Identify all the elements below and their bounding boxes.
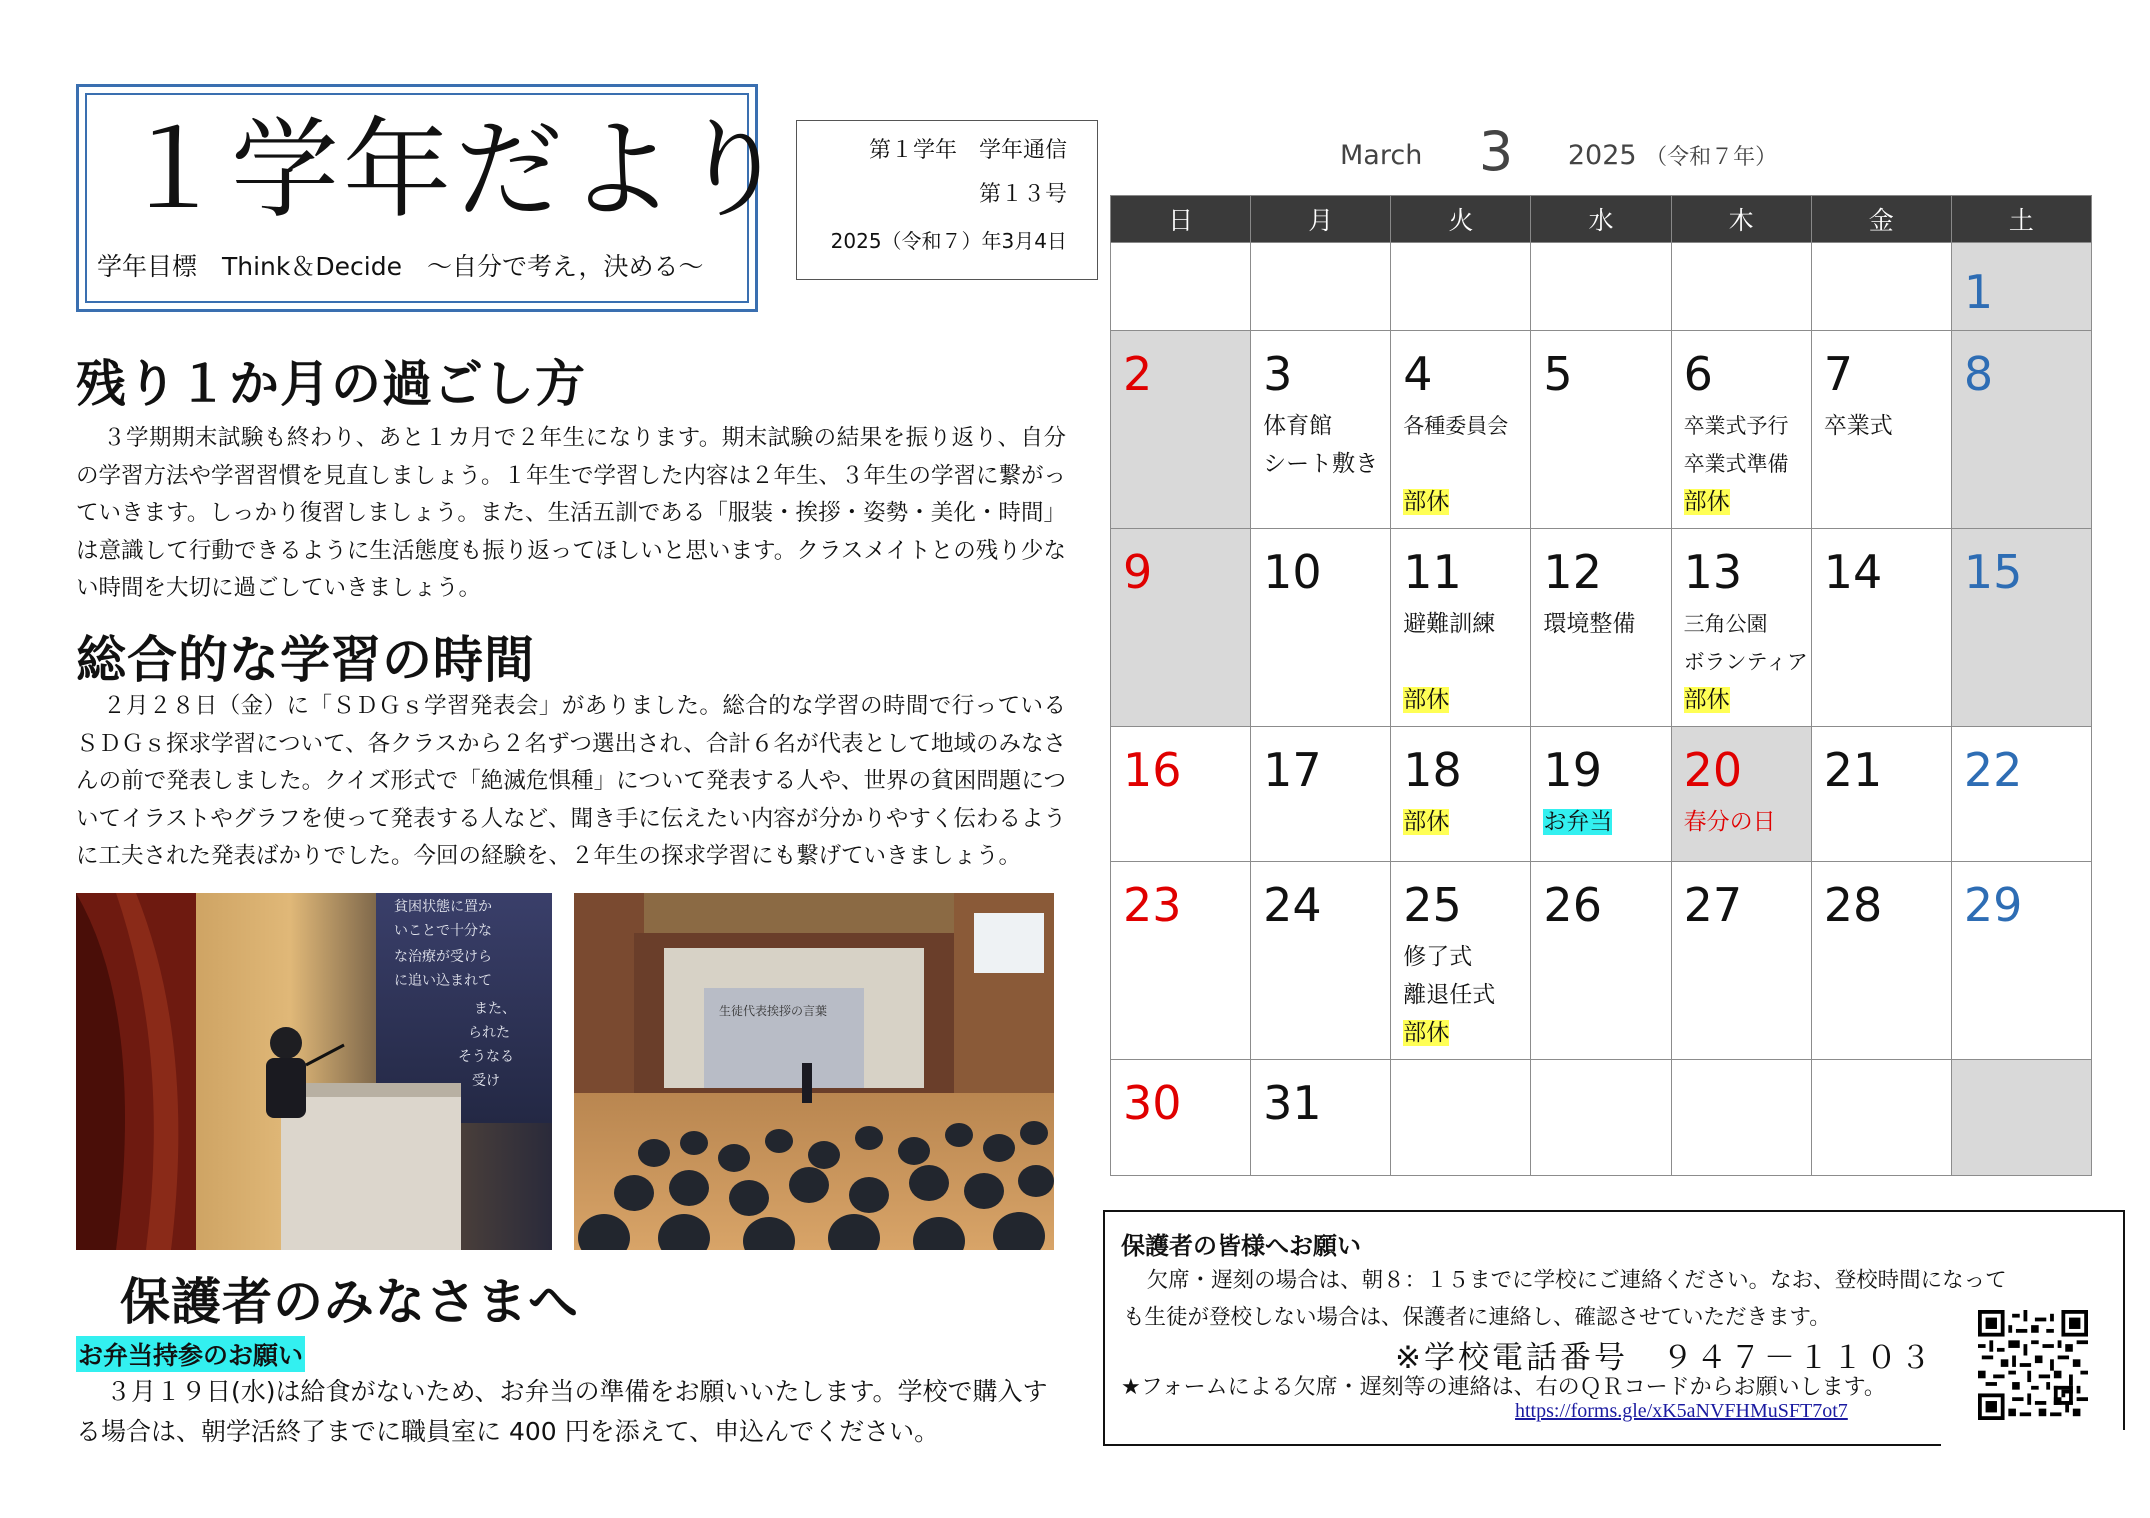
calendar-day-number bbox=[1672, 243, 1811, 269]
assembly-photo-image bbox=[574, 893, 1054, 1250]
weekday-header: 火 bbox=[1391, 196, 1531, 243]
calendar-day-events bbox=[1812, 397, 1951, 445]
paragraph: ３月１９日(水)は給食がないため、お弁当の準備をお願いいたします。学校で購入する場合は、朝学活終了までに職員室に 400 円を添えて、申込んでください。 bbox=[76, 1377, 1048, 1446]
issue-date: 2025（令和７）年3月4日 bbox=[830, 229, 1067, 253]
calendar-month-number: 3 bbox=[1478, 120, 1514, 183]
calendar-event-text: ボランティア bbox=[1683, 650, 1808, 674]
calendar-event-text: 体育館 bbox=[1263, 413, 1333, 439]
paragraph: ２月２８日（金）に「ＳＤＧｓ学習発表会」がありました。総合的な学習の時間で行っているＳＤＧｓ探求学習について、各クラスから２名ずつ選出され、合計６名が代表として地域のみなさんの前で発表しました。クイズ形式で「絶滅危惧種」について発表する人や、世界の貧困問題についてイラストやグラフを使って発表する人など、聞き手に伝えたい内容が分かりやすく伝わるように工夫された発表ばかりでした。今回の経験を、２年生の探求学習にも繋げていきましょう。 bbox=[76, 693, 1066, 869]
section-heading-integrated-study: 総合的な学習の時間 bbox=[76, 631, 535, 689]
calendar-day-cell bbox=[1531, 862, 1671, 1060]
calendar-day-number: 3 bbox=[1263, 347, 1293, 401]
calendar-day-number: 13 bbox=[1683, 545, 1743, 599]
grade-goal: 学年目標 Think＆Decide ～自分で考え，決める～ bbox=[97, 252, 704, 281]
calendar-event-highlight: 部休 bbox=[1403, 1020, 1450, 1046]
calendar-day-cell bbox=[1111, 243, 1251, 331]
calendar-day-number: 1 bbox=[1963, 265, 1994, 319]
notice-title: 保護者の皆様へお願い bbox=[1121, 1232, 1361, 1260]
calendar-day-number: 19 bbox=[1543, 743, 1602, 797]
calendar-event bbox=[1403, 1014, 1530, 1052]
calendar-day-number bbox=[1531, 1060, 1670, 1080]
calendar-day-number: 9 bbox=[1123, 545, 1153, 599]
calendar-week-row bbox=[1111, 331, 2092, 529]
qr-code-icon[interactable] bbox=[1978, 1310, 2088, 1420]
calendar-day-cell bbox=[1671, 1060, 1811, 1176]
bento-request-label: お弁当持参のお願い bbox=[76, 1336, 305, 1372]
calendar-day-cell bbox=[1391, 331, 1531, 529]
notice-text: 欠席・遅刻の場合は、朝８：１５までに学校にご連絡ください。なお、登校時間になっても生徒が登校しない場合は、保護者に連絡し、確認させていただきます。 bbox=[1123, 1268, 2007, 1330]
calendar-day-number: 10 bbox=[1263, 545, 1322, 599]
calendar-event-highlight: 部休 bbox=[1683, 489, 1730, 515]
calendar-event bbox=[1263, 407, 1390, 445]
calendar-event bbox=[1403, 483, 1530, 521]
calendar-event-highlight: 部休 bbox=[1403, 489, 1450, 515]
calendar-day-events bbox=[1531, 793, 1670, 841]
calendar-event bbox=[1543, 803, 1670, 841]
calendar-event bbox=[1684, 407, 1811, 445]
calendar-event-text: 環境整備 bbox=[1543, 611, 1636, 637]
screen-text-line: 受け bbox=[472, 1073, 500, 1089]
calendar-event bbox=[1684, 605, 1811, 643]
calendar-day-cell bbox=[1391, 243, 1531, 331]
calendar-day-cell bbox=[1671, 529, 1811, 727]
school-phone-number: ※学校電話番号 ９４７－１１０３ bbox=[1395, 1340, 1934, 1376]
calendar-day-events bbox=[1391, 793, 1530, 841]
calendar-event-text: 避難訓練 bbox=[1403, 611, 1496, 637]
calendar-day-events bbox=[1391, 928, 1530, 1052]
weekday-header: 水 bbox=[1531, 196, 1671, 243]
calendar-day-cell bbox=[1111, 1060, 1251, 1176]
calendar-day-cell bbox=[1111, 529, 1251, 727]
screen-title-text: 生徒代表挨拶の言葉 bbox=[719, 1004, 828, 1018]
weekday-header: 月 bbox=[1251, 196, 1391, 243]
calendar-day-number: 6 bbox=[1683, 347, 1713, 401]
calendar-event bbox=[1403, 407, 1530, 445]
photo-speaker-podium bbox=[76, 893, 552, 1250]
calendar-day-number: 31 bbox=[1263, 1076, 1322, 1130]
calendar-event-text: 三角公園 bbox=[1683, 612, 1768, 636]
calendar-day-cell bbox=[1391, 862, 1531, 1060]
calendar-day-events bbox=[1531, 595, 1670, 643]
calendar-day-number bbox=[1531, 243, 1670, 269]
calendar-day-number: 2 bbox=[1123, 347, 1153, 401]
photo-gym-assembly bbox=[574, 893, 1054, 1250]
calendar-day-cell bbox=[1391, 529, 1531, 727]
calendar-event-text: 春分の日 bbox=[1683, 809, 1776, 835]
calendar-event-text: 卒業式予行 bbox=[1683, 414, 1789, 438]
notice-box bbox=[1103, 1210, 2125, 1446]
calendar-day-cell bbox=[1671, 727, 1811, 862]
calendar-day-number bbox=[1812, 1060, 1951, 1080]
calendar-event bbox=[1403, 445, 1530, 483]
calendar-day-number: 5 bbox=[1543, 347, 1573, 401]
screen-text-line: また、 bbox=[474, 1001, 516, 1017]
calendar-day-number: 8 bbox=[1963, 347, 1994, 401]
calendar-day-cell bbox=[1251, 529, 1391, 727]
calendar-day-cell bbox=[1811, 331, 1951, 529]
calendar-day-number bbox=[1391, 243, 1530, 269]
calendar-event bbox=[1403, 803, 1530, 841]
calendar-day-cell bbox=[1531, 243, 1671, 331]
calendar-weekday-row bbox=[1111, 196, 2092, 243]
screen-text-line: いことで十分な bbox=[394, 923, 492, 939]
section-heading-guardians: 保護者のみなさまへ bbox=[120, 1273, 579, 1331]
calendar-day-cell bbox=[1531, 1060, 1671, 1176]
calendar-grid bbox=[1110, 195, 2092, 1176]
calendar-day-cell bbox=[1531, 331, 1671, 529]
calendar-day-number: 7 bbox=[1823, 347, 1853, 401]
calendar-week-row bbox=[1111, 529, 2092, 727]
calendar-event bbox=[1543, 605, 1670, 643]
calendar-day-cell bbox=[1111, 331, 1251, 529]
calendar-event bbox=[1824, 407, 1951, 445]
calendar-year: 2025 bbox=[1567, 140, 1637, 171]
calendar-event-text: 卒業式 bbox=[1823, 413, 1893, 439]
calendar-body bbox=[1111, 243, 2092, 1176]
issue-info-box bbox=[796, 120, 1098, 280]
calendar-day-number bbox=[1812, 243, 1951, 269]
calendar-day-cell bbox=[1391, 1060, 1531, 1176]
calendar-event bbox=[1684, 681, 1811, 719]
calendar-day-number: 30 bbox=[1123, 1076, 1182, 1130]
title-box bbox=[76, 84, 792, 312]
calendar-day-cell bbox=[1251, 862, 1391, 1060]
calendar-day-number: 28 bbox=[1823, 878, 1883, 932]
calendar-day-number: 23 bbox=[1123, 878, 1182, 932]
newsletter-title: １学年だより bbox=[119, 108, 792, 233]
calendar-day-cell bbox=[1951, 529, 2091, 727]
calendar-event bbox=[1403, 976, 1530, 1014]
calendar-day-cell bbox=[1671, 243, 1811, 331]
calendar-day-number: 12 bbox=[1543, 545, 1602, 599]
calendar-day-number bbox=[1111, 243, 1250, 269]
calendar-day-number: 29 bbox=[1963, 878, 2023, 932]
calendar-header bbox=[1340, 120, 1777, 183]
calendar-event bbox=[1263, 445, 1390, 483]
calendar-week-row bbox=[1111, 862, 2092, 1060]
form-note: ★フォームによる欠席・遅刻等の連絡は、右のＱＲコードからお願いします。 bbox=[1121, 1375, 1886, 1400]
calendar-day-cell bbox=[1111, 727, 1251, 862]
calendar-day-cell bbox=[1951, 1060, 2091, 1176]
calendar-day-cell bbox=[1671, 331, 1811, 529]
calendar-day-number: 14 bbox=[1823, 545, 1883, 599]
speaker-photo-image bbox=[76, 893, 552, 1250]
weekday-header: 土 bbox=[1951, 196, 2091, 243]
calendar-day-cell bbox=[1671, 862, 1811, 1060]
calendar-day-number: 4 bbox=[1403, 347, 1433, 401]
calendar-event bbox=[1403, 681, 1530, 719]
weekday-header: 日 bbox=[1111, 196, 1251, 243]
calendar-day-cell bbox=[1111, 862, 1251, 1060]
screen-text-line: られた bbox=[468, 1025, 510, 1041]
calendar-day-events bbox=[1672, 595, 1811, 719]
calendar-day-number: 22 bbox=[1963, 743, 2023, 797]
issue-grade-line: 第１学年 学年通信 bbox=[868, 138, 1067, 163]
calendar-day-cell bbox=[1251, 727, 1391, 862]
calendar-day-number bbox=[1672, 1060, 1811, 1080]
calendar-event-text: 離退任式 bbox=[1403, 982, 1496, 1008]
weekday-header: 木 bbox=[1671, 196, 1811, 243]
calendar-event-highlight: お弁当 bbox=[1543, 809, 1613, 835]
calendar-day-cell bbox=[1251, 243, 1391, 331]
screen-text-line: な治療が受けら bbox=[394, 949, 492, 965]
calendar-day-events bbox=[1391, 595, 1530, 719]
calendar-day-cell bbox=[1951, 862, 2091, 1060]
calendar-event-text: シート敷き bbox=[1263, 451, 1379, 477]
calendar-event bbox=[1684, 445, 1811, 483]
calendar-day-cell bbox=[1251, 1060, 1391, 1176]
screen-text-line: そうなる bbox=[458, 1049, 514, 1065]
calendar-day-number: 15 bbox=[1963, 545, 2023, 599]
calendar-event bbox=[1684, 643, 1811, 681]
issue-number: 第１３号 bbox=[978, 182, 1067, 207]
section-text-integrated-study bbox=[76, 688, 1066, 876]
screen-text-line: に追い込まれて bbox=[394, 973, 492, 989]
notice-border-gap bbox=[1941, 1430, 2126, 1450]
calendar-day-cell bbox=[1531, 529, 1671, 727]
calendar-day-cell bbox=[1531, 727, 1671, 862]
calendar-day-cell bbox=[1251, 331, 1391, 529]
calendar-day-cell bbox=[1391, 727, 1531, 862]
calendar-day-number: 11 bbox=[1403, 545, 1462, 599]
calendar-event-text: 卒業式準備 bbox=[1683, 452, 1789, 476]
calendar-week-row bbox=[1111, 1060, 2092, 1176]
calendar-day-events bbox=[1251, 397, 1390, 483]
calendar-day-events bbox=[1672, 793, 1811, 841]
calendar-day-cell bbox=[1811, 243, 1951, 331]
calendar-day-events bbox=[1672, 397, 1811, 521]
calendar-week-row bbox=[1111, 727, 2092, 862]
paragraph: ３学期期末試験も終わり、あと１カ月で２年生になります。期末試験の結果を振り返り、自分の学習方法や学習習慣を見直しましょう。１年生で学習した内容は２年生、３年生の学習に繋がっていきます。しっかり復習しましょう。また、生活五訓である「服装・挨拶・姿勢・美化・時間」は意識して行動できるように生活態度も振り返ってほしいと思います。クラスメイトとの残り少ない時間を大切に過ごしていきましょう。 bbox=[76, 425, 1067, 601]
calendar-event bbox=[1403, 643, 1530, 681]
calendar-day-number bbox=[1391, 1060, 1530, 1080]
form-link[interactable]: https://forms.gle/xK5aNVFHMuSFT7ot7 bbox=[1515, 1400, 1848, 1422]
calendar-day-cell bbox=[1811, 529, 1951, 727]
calendar-day-number: 21 bbox=[1823, 743, 1883, 797]
calendar-day-events bbox=[1391, 397, 1530, 521]
calendar-day-number: 17 bbox=[1263, 743, 1322, 797]
calendar-day-number bbox=[1952, 1060, 2091, 1080]
calendar-event-highlight: 部休 bbox=[1683, 687, 1730, 713]
calendar-day-cell bbox=[1811, 1060, 1951, 1176]
calendar-day-cell bbox=[1811, 862, 1951, 1060]
calendar-day-cell bbox=[1951, 243, 2091, 331]
calendar-day-number: 25 bbox=[1403, 878, 1462, 932]
calendar-event-text: 各種委員会 bbox=[1403, 414, 1509, 438]
calendar-event bbox=[1684, 803, 1811, 841]
calendar-day-cell bbox=[1811, 727, 1951, 862]
calendar-day-number: 16 bbox=[1123, 743, 1182, 797]
section-text-remaining-month bbox=[76, 420, 1066, 608]
calendar-month-label: March bbox=[1340, 140, 1423, 171]
calendar-day-number bbox=[1251, 243, 1390, 269]
calendar-event-highlight: 部休 bbox=[1403, 687, 1450, 713]
calendar-event-text: 修了式 bbox=[1403, 944, 1473, 970]
calendar-era: （令和７年） bbox=[1645, 145, 1778, 170]
calendar-event bbox=[1684, 483, 1811, 521]
calendar-event bbox=[1403, 605, 1530, 643]
bento-request-text bbox=[76, 1372, 1066, 1452]
calendar-day-number: 27 bbox=[1683, 878, 1743, 932]
calendar-day-cell bbox=[1951, 727, 2091, 862]
calendar-day-number: 18 bbox=[1403, 743, 1462, 797]
weekday-header: 金 bbox=[1811, 196, 1951, 243]
calendar-event-highlight: 部休 bbox=[1403, 809, 1450, 835]
calendar-week-row bbox=[1111, 243, 2092, 331]
calendar-day-cell bbox=[1951, 331, 2091, 529]
calendar-day-number: 20 bbox=[1683, 743, 1743, 797]
calendar-day-number: 24 bbox=[1263, 878, 1322, 932]
calendar-event bbox=[1403, 938, 1530, 976]
calendar-day-number: 26 bbox=[1543, 878, 1602, 932]
screen-text-line: 貧困状態に置か bbox=[394, 899, 492, 915]
notice-body bbox=[1123, 1262, 2023, 1336]
section-heading-remaining-month: 残り１か月の過ごし方 bbox=[76, 355, 586, 413]
